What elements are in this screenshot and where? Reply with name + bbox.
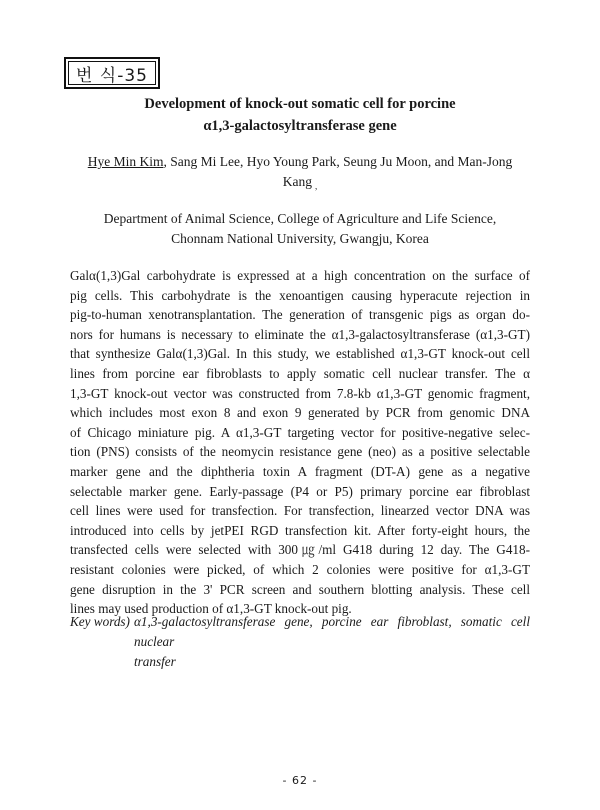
abstract-line: Galα(1,3)Gal carbohydrate is expressed at a high concentration on the surface of (70, 268, 530, 283)
abstract-line: nors for humans is necessary to eliminate the α1,3-galactosyltransferase (α1,3-GT) (70, 326, 530, 342)
abstract-line: resistant colonies were picked, of which 2 colonies were positive for α1,3-GT (70, 561, 530, 577)
page-number: - 62 - (282, 774, 318, 787)
abstract-line: cell lines were used for transfection. For transfection, linearzed vector DNA was (70, 503, 530, 519)
abstract-line: that synthesize Galα(1,3)Gal. In this study, we established α1,3-GT knock-out cell (70, 346, 530, 362)
author-mark: , (315, 181, 318, 191)
paper-title-line-2: α1,3-galactosyltransferase gene (203, 118, 397, 134)
session-badge (64, 57, 160, 89)
keywords-line-1: α1,3-galactosyltransferase gene, porcine ear fibroblast, somatic cell nuclear (134, 614, 530, 649)
abstract-line: introduced into cells by jetPEI RGD transfection kit. After forty-eight hours, the (70, 522, 530, 538)
affiliation-line-1: Department of Animal Science, College of Agriculture and Life Science, (103, 211, 497, 226)
abstract-line: pig cells. This carbohydrate is the xenoantigen causing hyperacute rejection in (70, 287, 530, 303)
affiliation-line-2: Chonnam National University, Gwangju, Korea (171, 231, 429, 246)
keywords-block (70, 612, 530, 672)
author-list-line-1: , Sang Mi Lee, Hyo Young Park, Seung Ju Moon, and Man-Jong (163, 154, 513, 169)
abstract-line: gene disruption in the 3' PCR screen and southern blotting analysis. These cell (70, 581, 530, 597)
abstract-line: which includes most exon 8 and exon 9 generated by PCR from genomic DNA (70, 405, 530, 421)
author-list-line-2: Kang (282, 174, 312, 189)
abstract-line: selectable marker gene. Early-passage (P4 or P5) primary porcine ear fibroblast (70, 483, 530, 499)
abstract-line: pig-to-human xenotransplantation. The generation of transgenic pigs as organ do- (70, 307, 530, 323)
paper-title-line-1: Development of knock-out somatic cell for porcine (144, 96, 456, 112)
author-list (70, 152, 530, 196)
abstract-line: tion (PNS) consists of the neomycin resistance gene (neo) as a positive selectable (70, 444, 530, 460)
abstract-line: marker gene and the diphtheria toxin A fragment (DT-A) gene as a negative (70, 463, 530, 479)
keywords-label: Key words) (70, 614, 130, 629)
abstract-line: of Chicago miniature pig. A α1,3-GT targeting vector for positive-negative selec- (70, 424, 530, 440)
session-badge-label: 번 식-35 (68, 61, 156, 85)
abstract-body (70, 266, 530, 619)
keywords-line-2: transfer (134, 654, 176, 669)
abstract-line: lines from porcine ear fibroblasts to apply somatic cell nuclear transfer. The α (70, 365, 530, 381)
abstract-line: transfected cells were selected with 300㎍/ml G418 during 12 day. The G418- (70, 542, 530, 558)
abstract-line: 1,3-GT knock-out vector was constructed from 7.8-kb α1,3-GT genomic fragment, (70, 385, 530, 401)
abstract-line: lines may used production of α1,3-GT knock-out pig. (70, 601, 352, 617)
presenting-author: Hye Min Kim (87, 154, 164, 169)
